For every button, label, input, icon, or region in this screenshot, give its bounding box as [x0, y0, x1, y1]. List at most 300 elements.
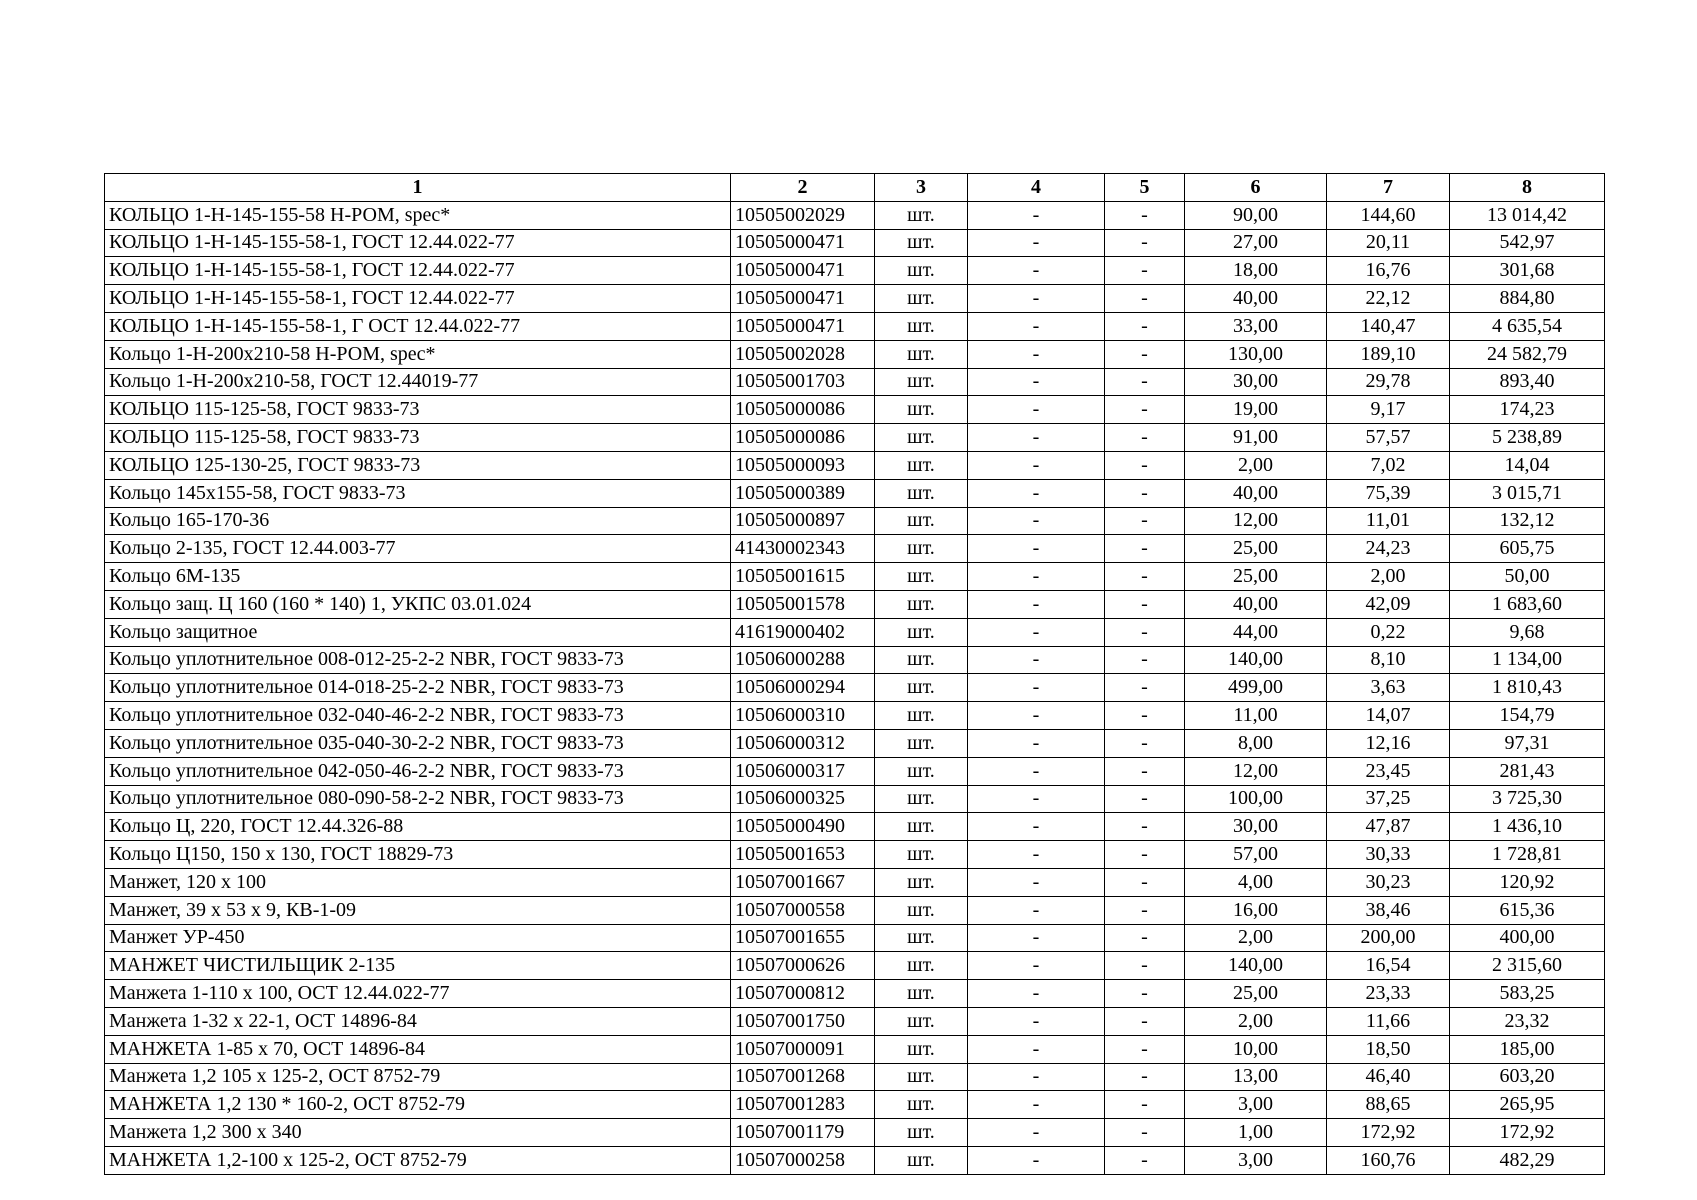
table-row	[105, 229, 1605, 257]
unit-cell: шт.	[875, 868, 968, 896]
unit-cell: шт.	[875, 980, 968, 1008]
item-name-cell: КОЛЬЦО 1-Н-145-155-58-1, ГОСТ 12.44.022-77	[105, 285, 731, 313]
item-code-cell: 10505000471	[731, 312, 875, 340]
price-cell: 42,09	[1327, 590, 1450, 618]
col5-cell: -	[1105, 618, 1185, 646]
item-name-cell: Кольцо 145х155-58, ГОСТ 9833-73	[105, 479, 731, 507]
table-row	[105, 702, 1605, 730]
col5-cell: -	[1105, 479, 1185, 507]
item-code-cell: 10505000471	[731, 229, 875, 257]
price-cell: 189,10	[1327, 340, 1450, 368]
item-code-cell: 10506000294	[731, 674, 875, 702]
column-header-4: 4	[968, 174, 1105, 202]
col4-cell: -	[968, 424, 1105, 452]
col5-cell: -	[1105, 868, 1185, 896]
amount-cell: 281,43	[1450, 757, 1605, 785]
price-cell: 16,76	[1327, 257, 1450, 285]
item-code-cell: 10505001703	[731, 368, 875, 396]
col5-cell: -	[1105, 702, 1185, 730]
table-row	[105, 1119, 1605, 1147]
price-cell: 24,23	[1327, 535, 1450, 563]
table-row	[105, 396, 1605, 424]
item-name-cell: МАНЖЕТА 1,2-100 х 125-2, ОСТ 8752-79	[105, 1146, 731, 1174]
table-row	[105, 785, 1605, 813]
amount-cell: 172,92	[1450, 1119, 1605, 1147]
unit-cell: шт.	[875, 702, 968, 730]
quantity-cell: 3,00	[1185, 1091, 1327, 1119]
quantity-cell: 2,00	[1185, 1007, 1327, 1035]
col5-cell: -	[1105, 674, 1185, 702]
quantity-cell: 16,00	[1185, 896, 1327, 924]
item-code-cell: 10505000471	[731, 285, 875, 313]
col4-cell: -	[968, 868, 1105, 896]
unit-cell: шт.	[875, 535, 968, 563]
item-name-cell: Кольцо 165-170-36	[105, 507, 731, 535]
amount-cell: 1 728,81	[1450, 841, 1605, 869]
item-name-cell: Манжета 1-32 х 22-1, ОСТ 14896-84	[105, 1007, 731, 1035]
quantity-cell: 12,00	[1185, 507, 1327, 535]
item-code-cell: 41430002343	[731, 535, 875, 563]
item-name-cell: Кольцо Ц150, 150 х 130, ГОСТ 18829-73	[105, 841, 731, 869]
quantity-cell: 18,00	[1185, 257, 1327, 285]
col4-cell: -	[968, 952, 1105, 980]
quantity-cell: 40,00	[1185, 590, 1327, 618]
col4-cell: -	[968, 674, 1105, 702]
table-row	[105, 1035, 1605, 1063]
col5-cell: -	[1105, 507, 1185, 535]
item-code-cell: 10507001750	[731, 1007, 875, 1035]
quantity-cell: 100,00	[1185, 785, 1327, 813]
item-name-cell: Кольцо 1-Н-200х210-58 Н-РОМ, spec*	[105, 340, 731, 368]
table-row	[105, 451, 1605, 479]
quantity-cell: 11,00	[1185, 702, 1327, 730]
amount-cell: 583,25	[1450, 980, 1605, 1008]
col4-cell: -	[968, 785, 1105, 813]
table-row	[105, 841, 1605, 869]
amount-cell: 23,32	[1450, 1007, 1605, 1035]
amount-cell: 120,92	[1450, 868, 1605, 896]
item-name-cell: Кольцо защ. Ц 160 (160 * 140) 1, УКПС 03.01.024	[105, 590, 731, 618]
table-row	[105, 757, 1605, 785]
table-row	[105, 340, 1605, 368]
item-code-cell: 10507001667	[731, 868, 875, 896]
amount-cell: 174,23	[1450, 396, 1605, 424]
item-name-cell: Кольцо уплотнительное 032-040-46-2-2 NBR, ГОСТ 9833-73	[105, 702, 731, 730]
price-cell: 16,54	[1327, 952, 1450, 980]
price-cell: 11,01	[1327, 507, 1450, 535]
unit-cell: шт.	[875, 1119, 968, 1147]
quantity-cell: 30,00	[1185, 813, 1327, 841]
table-row	[105, 1146, 1605, 1174]
column-header-1: 1	[105, 174, 731, 202]
item-code-cell: 10506000310	[731, 702, 875, 730]
col5-cell: -	[1105, 896, 1185, 924]
unit-cell: шт.	[875, 340, 968, 368]
column-header-6: 6	[1185, 174, 1327, 202]
table-row	[105, 1007, 1605, 1035]
price-cell: 7,02	[1327, 451, 1450, 479]
amount-cell: 893,40	[1450, 368, 1605, 396]
col4-cell: -	[968, 841, 1105, 869]
item-code-cell: 10506000325	[731, 785, 875, 813]
col5-cell: -	[1105, 368, 1185, 396]
price-cell: 200,00	[1327, 924, 1450, 952]
quantity-cell: 57,00	[1185, 841, 1327, 869]
col4-cell: -	[968, 340, 1105, 368]
unit-cell: шт.	[875, 674, 968, 702]
col5-cell: -	[1105, 1007, 1185, 1035]
col4-cell: -	[968, 1146, 1105, 1174]
price-cell: 8,10	[1327, 646, 1450, 674]
col5-cell: -	[1105, 257, 1185, 285]
col5-cell: -	[1105, 1035, 1185, 1063]
amount-cell: 154,79	[1450, 702, 1605, 730]
col4-cell: -	[968, 813, 1105, 841]
col4-cell: -	[968, 924, 1105, 952]
quantity-cell: 1,00	[1185, 1119, 1327, 1147]
col4-cell: -	[968, 229, 1105, 257]
col4-cell: -	[968, 451, 1105, 479]
table-row	[105, 646, 1605, 674]
unit-cell: шт.	[875, 646, 968, 674]
item-code-cell: 10507000091	[731, 1035, 875, 1063]
amount-cell: 482,29	[1450, 1146, 1605, 1174]
col4-cell: -	[968, 535, 1105, 563]
price-cell: 23,45	[1327, 757, 1450, 785]
amount-cell: 542,97	[1450, 229, 1605, 257]
item-name-cell: КОЛЬЦО 115-125-58, ГОСТ 9833-73	[105, 396, 731, 424]
table-row	[105, 312, 1605, 340]
unit-cell: шт.	[875, 507, 968, 535]
quantity-cell: 10,00	[1185, 1035, 1327, 1063]
price-cell: 140,47	[1327, 312, 1450, 340]
item-code-cell: 10505001615	[731, 563, 875, 591]
item-code-cell: 10506000317	[731, 757, 875, 785]
table-row	[105, 813, 1605, 841]
col5-cell: -	[1105, 646, 1185, 674]
price-cell: 172,92	[1327, 1119, 1450, 1147]
col4-cell: -	[968, 507, 1105, 535]
col4-cell: -	[968, 368, 1105, 396]
amount-cell: 24 582,79	[1450, 340, 1605, 368]
unit-cell: шт.	[875, 368, 968, 396]
amount-cell: 5 238,89	[1450, 424, 1605, 452]
item-code-cell: 41619000402	[731, 618, 875, 646]
col5-cell: -	[1105, 201, 1185, 229]
price-cell: 23,33	[1327, 980, 1450, 1008]
price-cell: 160,76	[1327, 1146, 1450, 1174]
amount-cell: 1 134,00	[1450, 646, 1605, 674]
item-code-cell: 10505000093	[731, 451, 875, 479]
quantity-cell: 91,00	[1185, 424, 1327, 452]
unit-cell: шт.	[875, 479, 968, 507]
amount-cell: 400,00	[1450, 924, 1605, 952]
unit-cell: шт.	[875, 785, 968, 813]
table-body	[105, 201, 1605, 1174]
column-header-3: 3	[875, 174, 968, 202]
col4-cell: -	[968, 285, 1105, 313]
quantity-cell: 130,00	[1185, 340, 1327, 368]
table-row	[105, 674, 1605, 702]
quantity-cell: 40,00	[1185, 285, 1327, 313]
table-row	[105, 507, 1605, 535]
item-code-cell: 10507000626	[731, 952, 875, 980]
col5-cell: -	[1105, 451, 1185, 479]
quantity-cell: 30,00	[1185, 368, 1327, 396]
table-row	[105, 368, 1605, 396]
item-name-cell: МАНЖЕТА 1-85 х 70, ОСТ 14896-84	[105, 1035, 731, 1063]
unit-cell: шт.	[875, 813, 968, 841]
item-code-cell: 10505001578	[731, 590, 875, 618]
item-name-cell: КОЛЬЦО 1-Н-145-155-58-1, ГОСТ 12.44.022-77	[105, 229, 731, 257]
price-cell: 12,16	[1327, 729, 1450, 757]
item-code-cell: 10507000258	[731, 1146, 875, 1174]
quantity-cell: 90,00	[1185, 201, 1327, 229]
col5-cell: -	[1105, 590, 1185, 618]
col4-cell: -	[968, 563, 1105, 591]
col5-cell: -	[1105, 813, 1185, 841]
quantity-cell: 40,00	[1185, 479, 1327, 507]
quantity-cell: 8,00	[1185, 729, 1327, 757]
item-name-cell: Манжет, 120 х 100	[105, 868, 731, 896]
unit-cell: шт.	[875, 257, 968, 285]
col5-cell: -	[1105, 841, 1185, 869]
price-cell: 11,66	[1327, 1007, 1450, 1035]
quantity-cell: 140,00	[1185, 646, 1327, 674]
unit-cell: шт.	[875, 729, 968, 757]
col5-cell: -	[1105, 340, 1185, 368]
col5-cell: -	[1105, 285, 1185, 313]
amount-cell: 301,68	[1450, 257, 1605, 285]
item-name-cell: МАНЖЕТА 1,2 130 * 160-2, ОСТ 8752-79	[105, 1091, 731, 1119]
col4-cell: -	[968, 396, 1105, 424]
item-name-cell: Манжет УР-450	[105, 924, 731, 952]
table-row	[105, 285, 1605, 313]
unit-cell: шт.	[875, 285, 968, 313]
col4-cell: -	[968, 757, 1105, 785]
col4-cell: -	[968, 590, 1105, 618]
unit-cell: шт.	[875, 952, 968, 980]
col4-cell: -	[968, 201, 1105, 229]
quantity-cell: 140,00	[1185, 952, 1327, 980]
unit-cell: шт.	[875, 1146, 968, 1174]
price-cell: 14,07	[1327, 702, 1450, 730]
item-name-cell: Манжета 1,2 300 х 340	[105, 1119, 731, 1147]
price-cell: 3,63	[1327, 674, 1450, 702]
quantity-cell: 3,00	[1185, 1146, 1327, 1174]
unit-cell: шт.	[875, 841, 968, 869]
price-cell: 46,40	[1327, 1063, 1450, 1091]
quantity-cell: 2,00	[1185, 924, 1327, 952]
col5-cell: -	[1105, 396, 1185, 424]
amount-cell: 14,04	[1450, 451, 1605, 479]
table-row	[105, 424, 1605, 452]
col5-cell: -	[1105, 424, 1185, 452]
col5-cell: -	[1105, 1119, 1185, 1147]
price-cell: 88,65	[1327, 1091, 1450, 1119]
col5-cell: -	[1105, 924, 1185, 952]
unit-cell: шт.	[875, 1063, 968, 1091]
price-cell: 38,46	[1327, 896, 1450, 924]
price-cell: 18,50	[1327, 1035, 1450, 1063]
unit-cell: шт.	[875, 896, 968, 924]
item-name-cell: Кольцо 2-135, ГОСТ 12.44.003-77	[105, 535, 731, 563]
col4-cell: -	[968, 1007, 1105, 1035]
item-code-cell: 10505002029	[731, 201, 875, 229]
item-code-cell: 10506000312	[731, 729, 875, 757]
unit-cell: шт.	[875, 1007, 968, 1035]
item-name-cell: КОЛЬЦО 1-Н-145-155-58 Н-РОМ, spec*	[105, 201, 731, 229]
unit-cell: шт.	[875, 924, 968, 952]
item-code-cell: 10505002028	[731, 340, 875, 368]
amount-cell: 615,36	[1450, 896, 1605, 924]
column-header-7: 7	[1327, 174, 1450, 202]
item-name-cell: КОЛЬЦО 1-Н-145-155-58-1, Г ОСТ 12.44.022-77	[105, 312, 731, 340]
quantity-cell: 27,00	[1185, 229, 1327, 257]
col4-cell: -	[968, 729, 1105, 757]
col4-cell: -	[968, 618, 1105, 646]
item-name-cell: МАНЖЕТ ЧИСТИЛЬЩИК 2-135	[105, 952, 731, 980]
table-row	[105, 868, 1605, 896]
col4-cell: -	[968, 646, 1105, 674]
price-cell: 47,87	[1327, 813, 1450, 841]
price-cell: 144,60	[1327, 201, 1450, 229]
unit-cell: шт.	[875, 451, 968, 479]
col5-cell: -	[1105, 1146, 1185, 1174]
unit-cell: шт.	[875, 618, 968, 646]
quantity-cell: 12,00	[1185, 757, 1327, 785]
item-name-cell: Кольцо уплотнительное 014-018-25-2-2 NBR, ГОСТ 9833-73	[105, 674, 731, 702]
amount-cell: 97,31	[1450, 729, 1605, 757]
amount-cell: 3 725,30	[1450, 785, 1605, 813]
col4-cell: -	[968, 479, 1105, 507]
price-cell: 9,17	[1327, 396, 1450, 424]
item-code-cell: 10505000086	[731, 396, 875, 424]
amount-cell: 603,20	[1450, 1063, 1605, 1091]
price-cell: 57,57	[1327, 424, 1450, 452]
item-code-cell: 10505000389	[731, 479, 875, 507]
price-cell: 22,12	[1327, 285, 1450, 313]
table-row	[105, 924, 1605, 952]
quantity-cell: 33,00	[1185, 312, 1327, 340]
col4-cell: -	[968, 1063, 1105, 1091]
item-name-cell: Манжет, 39 х 53 х 9, КВ-1-09	[105, 896, 731, 924]
item-code-cell: 10505000086	[731, 424, 875, 452]
price-cell: 75,39	[1327, 479, 1450, 507]
item-name-cell: КОЛЬЦО 1-Н-145-155-58-1, ГОСТ 12.44.022-77	[105, 257, 731, 285]
table-row	[105, 980, 1605, 1008]
unit-cell: шт.	[875, 312, 968, 340]
col5-cell: -	[1105, 229, 1185, 257]
unit-cell: шт.	[875, 590, 968, 618]
item-code-cell: 10505000490	[731, 813, 875, 841]
col4-cell: -	[968, 257, 1105, 285]
item-name-cell: Кольцо уплотнительное 042-050-46-2-2 NBR, ГОСТ 9833-73	[105, 757, 731, 785]
quantity-cell: 4,00	[1185, 868, 1327, 896]
price-cell: 37,25	[1327, 785, 1450, 813]
table-row	[105, 618, 1605, 646]
amount-cell: 50,00	[1450, 563, 1605, 591]
quantity-cell: 25,00	[1185, 980, 1327, 1008]
item-name-cell: Манжета 1,2 105 х 125-2, ОСТ 8752-79	[105, 1063, 731, 1091]
unit-cell: шт.	[875, 396, 968, 424]
table-row	[105, 1063, 1605, 1091]
table-row	[105, 952, 1605, 980]
col4-cell: -	[968, 896, 1105, 924]
amount-cell: 132,12	[1450, 507, 1605, 535]
item-code-cell: 10507001268	[731, 1063, 875, 1091]
item-code-cell: 10507000812	[731, 980, 875, 1008]
document-page	[104, 173, 1604, 1175]
col5-cell: -	[1105, 785, 1185, 813]
amount-cell: 605,75	[1450, 535, 1605, 563]
column-header-8: 8	[1450, 174, 1605, 202]
price-cell: 20,11	[1327, 229, 1450, 257]
quantity-cell: 19,00	[1185, 396, 1327, 424]
item-code-cell: 10505000897	[731, 507, 875, 535]
col4-cell: -	[968, 1091, 1105, 1119]
price-cell: 2,00	[1327, 563, 1450, 591]
price-cell: 29,78	[1327, 368, 1450, 396]
item-name-cell: Кольцо 6М-135	[105, 563, 731, 591]
item-name-cell: Кольцо Ц, 220, ГОСТ 12.44.326-88	[105, 813, 731, 841]
price-cell: 0,22	[1327, 618, 1450, 646]
quantity-cell: 44,00	[1185, 618, 1327, 646]
table-row	[105, 257, 1605, 285]
table-row	[105, 729, 1605, 757]
col4-cell: -	[968, 1119, 1105, 1147]
item-code-cell: 10506000288	[731, 646, 875, 674]
amount-cell: 884,80	[1450, 285, 1605, 313]
price-cell: 30,23	[1327, 868, 1450, 896]
header-row	[105, 174, 1605, 202]
unit-cell: шт.	[875, 229, 968, 257]
col4-cell: -	[968, 312, 1105, 340]
col5-cell: -	[1105, 980, 1185, 1008]
amount-cell: 265,95	[1450, 1091, 1605, 1119]
quantity-cell: 13,00	[1185, 1063, 1327, 1091]
col5-cell: -	[1105, 563, 1185, 591]
col4-cell: -	[968, 980, 1105, 1008]
table-row	[105, 1091, 1605, 1119]
col5-cell: -	[1105, 312, 1185, 340]
inventory-table	[104, 173, 1605, 1175]
col5-cell: -	[1105, 1091, 1185, 1119]
item-name-cell: Кольцо защитное	[105, 618, 731, 646]
unit-cell: шт.	[875, 424, 968, 452]
item-name-cell: Кольцо уплотнительное 080-090-58-2-2 NBR, ГОСТ 9833-73	[105, 785, 731, 813]
table-row	[105, 590, 1605, 618]
item-code-cell: 10507001283	[731, 1091, 875, 1119]
amount-cell: 4 635,54	[1450, 312, 1605, 340]
amount-cell: 1 436,10	[1450, 813, 1605, 841]
item-name-cell: Кольцо уплотнительное 035-040-30-2-2 NBR, ГОСТ 9833-73	[105, 729, 731, 757]
quantity-cell: 499,00	[1185, 674, 1327, 702]
unit-cell: шт.	[875, 201, 968, 229]
item-code-cell: 10505001653	[731, 841, 875, 869]
item-code-cell: 10505000471	[731, 257, 875, 285]
amount-cell: 2 315,60	[1450, 952, 1605, 980]
item-name-cell: КОЛЬЦО 125-130-25, ГОСТ 9833-73	[105, 451, 731, 479]
unit-cell: шт.	[875, 1091, 968, 1119]
col4-cell: -	[968, 1035, 1105, 1063]
price-cell: 30,33	[1327, 841, 1450, 869]
col5-cell: -	[1105, 729, 1185, 757]
col5-cell: -	[1105, 1063, 1185, 1091]
amount-cell: 1 683,60	[1450, 590, 1605, 618]
item-name-cell: КОЛЬЦО 115-125-58, ГОСТ 9833-73	[105, 424, 731, 452]
quantity-cell: 2,00	[1185, 451, 1327, 479]
